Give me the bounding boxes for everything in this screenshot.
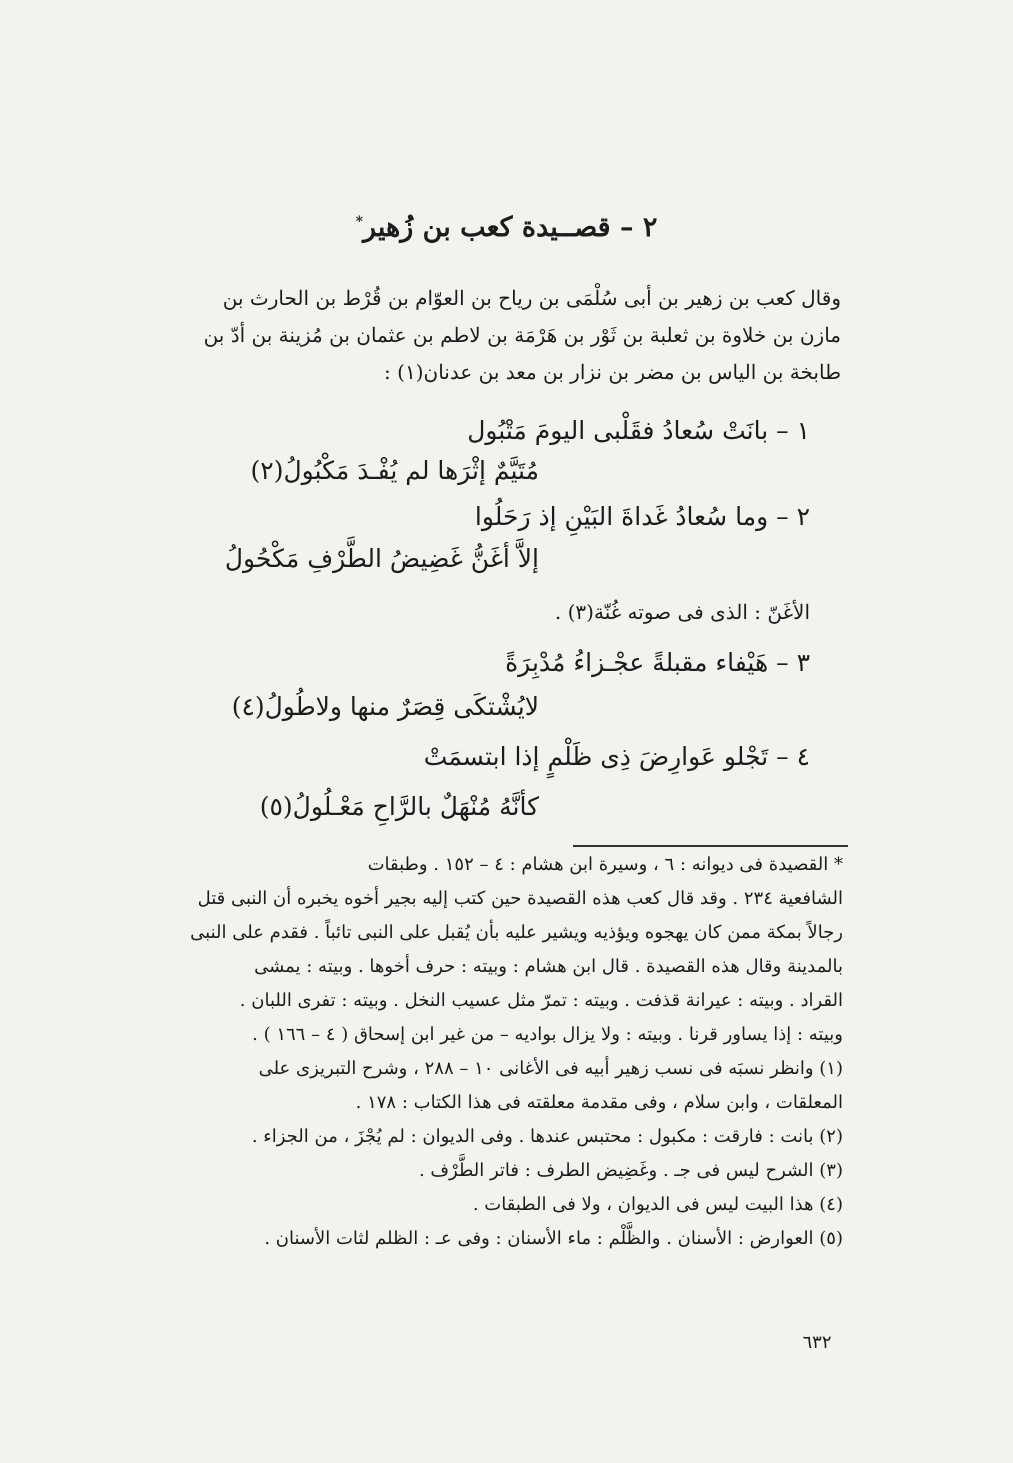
footnote-line: القراد . وبيته : عيرانة قذفت . وبيته : تمرّ مثل عسيب النخل . وبيته : تفرى اللبان .	[239, 990, 843, 1011]
verse-4-first-hemistich: ٤ – تَجْلو عَوارِضَ ذِى ظَلْمٍ إذا ابتسمَتْ	[423, 742, 810, 771]
footnote-line: بالمدينة وقال هذه القصيدة . قال ابن هشام : وبيته : حرف أخوها . وبيته : يمشى	[254, 956, 843, 977]
title-footnote-mark: *	[355, 214, 363, 230]
footnote-divider	[573, 845, 848, 847]
footnote-line: (٤) هذا البيت ليس فى الديوان ، ولا فى الطبقات .	[472, 1194, 843, 1215]
intro-line: طابخة بن الياس بن مضر بن نزار بن معد بن عدنان(١) :	[384, 360, 841, 384]
footnote-line: وبيته : إذا يساور قرنا . وبيته : ولا يزال بواديه – من غير ابن إسحاق ( ٤ – ١٦٦ ) .	[252, 1024, 843, 1045]
footnote-line: (٢) بانت : فارقت : مكبول : محتبس عندها . وفى الديوان : لم يُجْزَ ، من الجزاء .	[251, 1126, 843, 1147]
footnote-line: رجالاً بمكة ممن كان يهجوه ويؤذيه ويشير عليه بأن يُقبل على النبى تائباً . فقدم على النبى	[190, 922, 843, 943]
footnote-line: (٣) الشرح ليس فى جـ . وغَضِيض الطرف : فاتر الطَّرْف .	[418, 1160, 843, 1181]
verse-2-gloss: الأغَنّ : الذى فى صوته غُنّة(٣) .	[554, 600, 810, 624]
intro-paragraph	[151, 280, 841, 391]
verse-3-second-hemistich: لايُشْتكَى قِصَرٌ منها ولاطُولُ(٤)	[231, 692, 539, 721]
poem-title-text: ٢ – قصــيدة كعب بن زُهير	[362, 212, 658, 243]
verse-2-second-hemistich: إلاَّ أغَنُّ غَضِيضُ الطَّرْفِ مَكْحُولُ	[224, 544, 539, 573]
page-number: ٦٣٢	[802, 1332, 832, 1353]
footnote-line: (١) وانظر نسبَه فى نسب زهير أبيه فى الأغانى ١٠ – ٢٨٨ ، وشرح التبريزى على	[258, 1058, 843, 1079]
intro-line: مازن بن خلاوة بن ثعلبة بن ثَوْر بن هَرْمَة بن لاطم بن عثمان بن مُزينة بن أدّ بن	[203, 323, 841, 347]
footnote-line: * القصيدة فى ديوانه : ٦ ، وسيرة ابن هشام : ٤ – ١٥٢ . وطبقات	[367, 854, 843, 875]
footnote-line: المعلقات ، وابن سلام ، وفى مقدمة معلقته فى هذا الكتاب : ١٧٨ .	[355, 1092, 843, 1113]
verse-1-first-hemistich: ١ – بانَتْ سُعادُ فقَلْبى اليومَ مَتْبُول	[467, 416, 810, 445]
intro-line: وقال كعب بن زهير بن أبى سُلْمَى بن رياح بن العوّام بن قُرْط بن الحارث بن	[222, 286, 841, 310]
verse-1-second-hemistich: مُتَيَّمٌ إثْرَها لم يُفْـدَ مَكْبُولُ(٢)	[250, 456, 539, 485]
footnote-line: (٥) العوارض : الأسنان . والظَّلْم : ماء الأسنان : وفى عـ : الظلم لثات الأسنان .	[264, 1228, 843, 1249]
footnotes	[153, 848, 843, 1256]
footnote-line: الشافعية ٢٣٤ . وقد قال كعب هذه القصيدة حين كتب إليه بجير أخوه يخبره أن النبى قتل	[197, 888, 843, 909]
poem-title	[0, 212, 1013, 243]
verse-4-second-hemistich: كأنَّهُ مُنْهَلٌ بالرَّاحِ مَعْـلُولُ(٥)	[259, 792, 539, 821]
verse-2-first-hemistich: ٢ – وما سُعادُ غَداةَ البَيْنِ إذ رَحَلُوا	[474, 502, 810, 531]
verse-3-first-hemistich: ٣ – هَيْفاء مقبلةً عجْـزاءُ مُدْبِرَةً	[505, 648, 810, 677]
